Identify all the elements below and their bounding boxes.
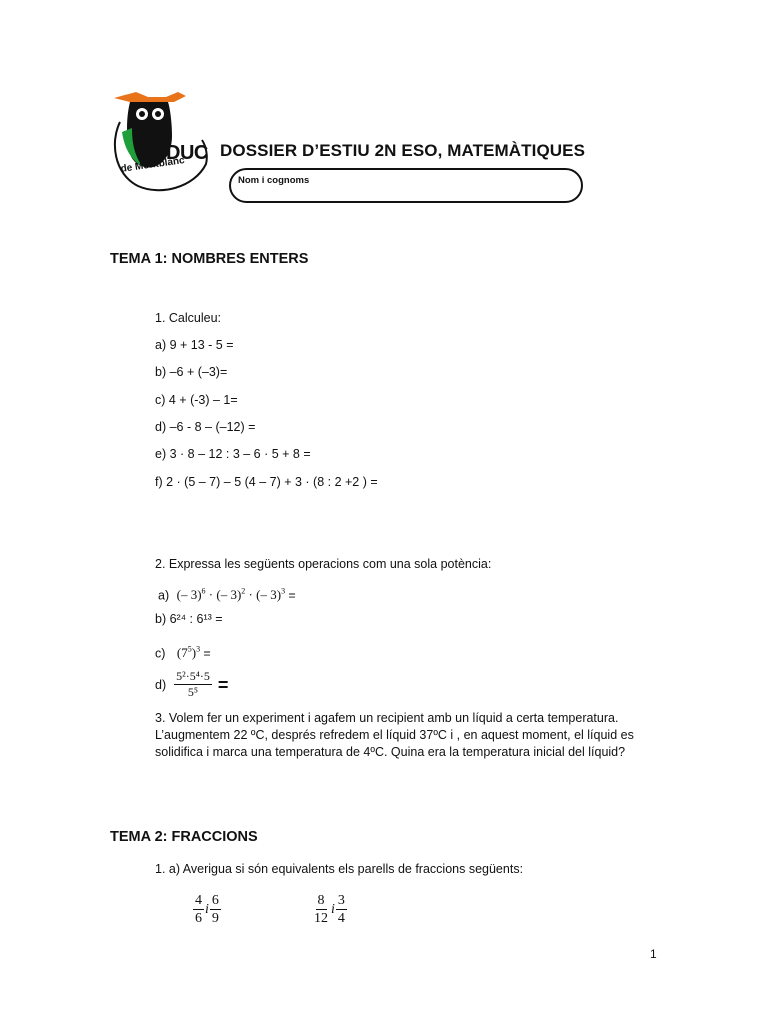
logo-text-montblanc: de Montblanc <box>120 155 186 175</box>
fraction-denominator: 12 <box>314 911 328 926</box>
equals-sign: = <box>203 646 211 661</box>
fraction-pair-2 <box>312 893 347 926</box>
fraction-numerator: 5²·5⁴·5 <box>176 669 210 683</box>
power-base: (– 3) <box>256 587 282 603</box>
exercise-item: c) 4 + (-3) – 1= <box>155 393 238 407</box>
fraction-denominator: 9 <box>211 911 219 926</box>
fraction <box>336 893 347 926</box>
power-base: (7 <box>176 645 188 661</box>
school-logo <box>108 88 212 198</box>
power-base: (– 3) <box>216 587 242 603</box>
name-field-label: Nom i cognoms <box>238 175 310 186</box>
power-exponent: 2 <box>241 587 246 596</box>
fraction-denominator: 6 <box>195 911 202 926</box>
exercise-item: f) 2 · (5 – 7) – 5 (4 – 7) + 3 · (8 : 2 +2 ) = <box>155 475 378 489</box>
item-prefix: c) <box>155 646 166 661</box>
exercise-item: d) –6 - 8 – (–12) = <box>155 420 256 434</box>
power-expression-d <box>155 670 228 699</box>
exercise-item: a) 9 + 13 - 5 = <box>155 338 234 352</box>
pair-separator: i <box>205 901 209 917</box>
power-exponent: 3 <box>196 645 201 654</box>
fraction-denominator: 4 <box>337 911 345 926</box>
power-expression-b: b) 6²⁴ : 6¹³ = <box>155 612 223 626</box>
fraction-numerator: 4 <box>195 893 202 908</box>
fraction-pair-1 <box>193 893 221 926</box>
item-prefix: d) <box>155 677 167 692</box>
fraction-numerator: 8 <box>317 893 325 908</box>
page-number: 1 <box>650 947 657 961</box>
document-title: DOSSIER D’ESTIU 2N ESO, MATEMÀTIQUES <box>220 141 586 160</box>
logo-text-duc: DUC <box>166 142 208 164</box>
power-expression-a <box>158 584 296 603</box>
section-heading-tema2: TEMA 2: FRACCIONS <box>110 829 258 845</box>
fraction <box>210 893 221 926</box>
fraction-numerator: 6 <box>211 893 219 908</box>
power-exponent: 6 <box>201 587 206 596</box>
power-exponent: 5 <box>187 645 192 654</box>
fraction <box>174 670 212 699</box>
question-1-label: 1. Calculeu: <box>155 311 222 325</box>
fraction-numerator: 3 <box>337 893 345 908</box>
power-expression-c <box>155 642 211 661</box>
equals-sign: = <box>217 674 229 695</box>
power-exponent: 3 <box>281 587 286 596</box>
question-2-label: 2. Expressa les següents operacions com una sola potència: <box>155 557 492 571</box>
section-heading-tema1: TEMA 1: NOMBRES ENTERS <box>110 251 309 267</box>
multiplication-dot: · <box>208 587 214 603</box>
question-1-label: 1. a) Averigua si són equivalents els parells de fraccions següents: <box>155 862 524 876</box>
exercise-item: e) 3 · 8 – 12 : 3 – 6 · 5 + 8 = <box>155 447 311 461</box>
item-prefix: a) <box>158 588 170 603</box>
question-3: 3. Volem fer un experiment i agafem un recipient amb un líquid a certa temperatura. L’augmentem 22 ºC, després refredem el líquid 37ºC i , en aquest moment, el líquid es solidifica i marca una temperatura de 4ºC. Quina era la temperatura inicial del líquid? <box>155 711 634 759</box>
fraction <box>193 893 204 926</box>
power-base: (– 3) <box>176 587 202 603</box>
fraction <box>312 893 330 926</box>
multiplication-dot: · <box>248 587 253 603</box>
equals-sign: = <box>288 588 296 603</box>
pair-separator: i <box>331 901 335 917</box>
exercise-item: b) –6 + (–3)= <box>155 365 228 379</box>
fraction-denominator: 5⁵ <box>187 685 199 699</box>
closing-parenthesis: ) <box>191 645 197 661</box>
